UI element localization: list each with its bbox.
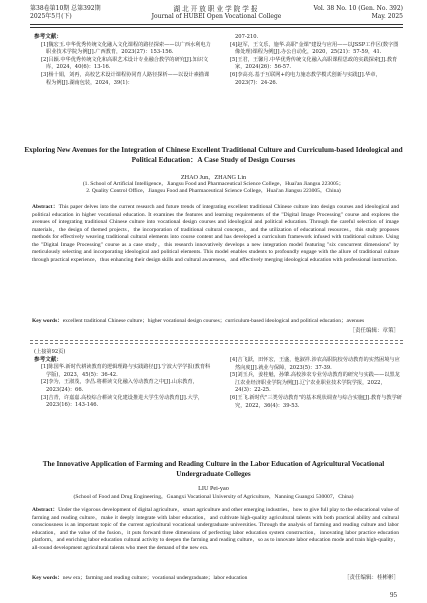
top-refs-right — [223, 34, 403, 87]
header-center: 湖北开放职业学院学报 Journal of HUBEI Open Vocational College — [151, 5, 282, 20]
reference-item: [5]王君，王馨月.中华优秀传统文化融入高职课程思政的实践探索[J].教育家，2024(26)：56-57. — [230, 56, 398, 71]
reference-item: [5]刘玉兵，姜桂魁，孙肇.高校涉农专业劳动教育的研究与实践——以黑龙江农业经济职业学院为例[J].辽宁农业职业技术学院学报，2022，24(3)：22-25. — [230, 372, 400, 394]
running-header — [30, 5, 403, 29]
reference-item: 207-210. — [235, 34, 259, 40]
reference-item: [1]陈国华.新时代耕读教育的逻辑理路与实践路径[J].宁波大学学报(教育科学版)，2023，45(5)：36-42. — [41, 364, 211, 378]
header-left: 第38卷第10期 总第392期 2025年5月(下) — [30, 5, 101, 20]
article-affiliation: (1. School of Artificial Intelligence，Jiangsu Food and Pharmaceutical Science College，Huai'an Jiangsu 223005； 2. Quality Control Office，Jiangsu Food and Pharmaceutical Science College，Huai'an Jiangsu 223005，China) — [82, 181, 345, 195]
article-keywords: ［责任编辑：桂彬彬］ Key words：new era；farming and reading culture；vocational undergraduate；labor education — [32, 575, 399, 581]
reference-item: [3]吉青，许嘉嘉.高校综合耕读文化建设推进大学生劳动教育[J].大学，2023(16)：143-146. — [41, 394, 204, 409]
reference-item: [2]李为，王淑茂，李昌.将耕读文化融入劳动教育之中[J].山东教育，2023(24)：66. — [41, 379, 198, 393]
references-heading: 参考文献： — [34, 34, 62, 40]
article-abstract: Abstract：Under the vigorous development of digital agriculture，smart agriculture and other emerging industries，how to give full play to the educational value of farming and reading culture，make it deeply integrate with labor education，and cultivate high-quality agricultural talents with both practical ability and cultural consciousness is an important topic of the current agricultural vocational undergraduate universities. Through the analysis of farming and reading culture and labor education，and the value of the fusion，it puts forward three dimensions of perfecting labor education system construction，innovating labor practice education platform，and enriching labor education cultural activity to deepen the farming and reading culture，so as to innovate labor education mode and train high-quality，all-round development agricultural talents who meet the demand of the new era. — [32, 507, 399, 551]
page-number: 95 — [390, 591, 397, 599]
reference-item: [4]赵军，王文乐，施华.高职"金课"建设与应用——以JSSP工作区(数字图像处理)课程为例[J].办公自动化，2020，25(21)：57-59，41. — [230, 41, 399, 56]
header-rule — [30, 24, 403, 25]
editor-note: ［责任编辑：桂彬彬］ — [343, 575, 399, 581]
article-authors: ZHAO Jun，ZHANG Lin — [180, 174, 247, 181]
references-heading: 参考文献： — [34, 356, 62, 363]
reference-item: [1]魏宏玉.中华优秀传统文化融入文化课程的路径探索——以广西水利电力职业技术学院为例[J].广西教育，2023(27)：153-156. — [41, 41, 211, 56]
article-keywords: Key words：excellent traditional Chinese culture；higher vocational design courses；curriculum-based ideological and political education；avenues — [32, 318, 365, 324]
reference-item: [2]吕颖.中华优秀传统文化和高职艺术设计专业融合教学的研究[J].知识文库，2024，40(6)：13-16. — [41, 56, 209, 71]
reference-item: [4]吉飞跃，田怀宏，王盛，他淑祥.涉农高职院校劳动教育的实然困境与应然向度[J].就业与保障，2023(5)：37-39. — [230, 357, 400, 371]
bottom-refs-left — [34, 349, 214, 410]
section-divider — [30, 343, 403, 347]
article-author: LIU Pei-yao — [198, 485, 229, 492]
article-title: The Innovative Application of Farming and Reading Culture in the Labor Education of Agricultural Vocational Undergraduate Colleges — [42, 460, 385, 478]
top-refs-left — [34, 34, 214, 87]
article-title: Exploring New Avenues for the Integration of Chinese Excellent Traditional Culture and Curriculum-based Ideological and Political Education：A Case Study of Design Courses — [24, 146, 403, 164]
editor-note: ［责任编辑：章策］ — [349, 328, 399, 334]
header-rule-thin — [30, 27, 403, 28]
reference-item: [3]杨十娟，刘再，高校艺术设计课程协同育人路径探析——以设计素描课程为例[J].湖南包装，2024，39(1)： — [41, 71, 210, 86]
bottom-refs-right — [223, 357, 403, 410]
reference-item: [6]李高亮.基于互联网+的电力施态教学模式创新与实践[J].华章，2023(7)：24-26. — [230, 71, 381, 86]
article-affiliation: (School of Food and Drug Engineering，Guangxi Vocational University of Agriculture，Nanning Guangxi 530007，China) — [73, 494, 354, 500]
header-right: Vol. 38 No. 10 (Gen. No. 392) May. 2025 — [313, 5, 403, 20]
continued-note: (上接第92页) — [34, 349, 66, 355]
article-abstract: Abstract：This paper delves into the current research and future trends of integrating excellent traditional Chinese culture into design courses and ideological and political education in higher vocational education. It examines the features and learning requirements of the "Digital Image Processing" course and explores the avenues of integrating traditional Chinese culture into vocational design courses and ideological and political education. Through the careful selection of image materials，the design of themed projects，the incorporation of traditional cultural concepts，and the utilization of educational resources，this study proposes methods for effectively weaving traditional cultural elements into course content and has developed a curriculum framework infused with traditional culture. Using the "Digital Image Processing" course as a case study，this research innovatively develops a new integration model featuring "six concurrent dimensions" by meticulously selecting and incorporating ideological and political elements. This model enables students to profoundly engage with the allure of traditional culture through practical experience，thus enhancing their design skills and cultural awareness，and effectively merging ideological education with professional instruction. — [32, 204, 400, 263]
reference-item: [6]王飞.新时代"三类劳动教育"的基本现状调查与综合实施[J].教育与教学研究，2022，36(4)：39-53. — [230, 394, 402, 409]
